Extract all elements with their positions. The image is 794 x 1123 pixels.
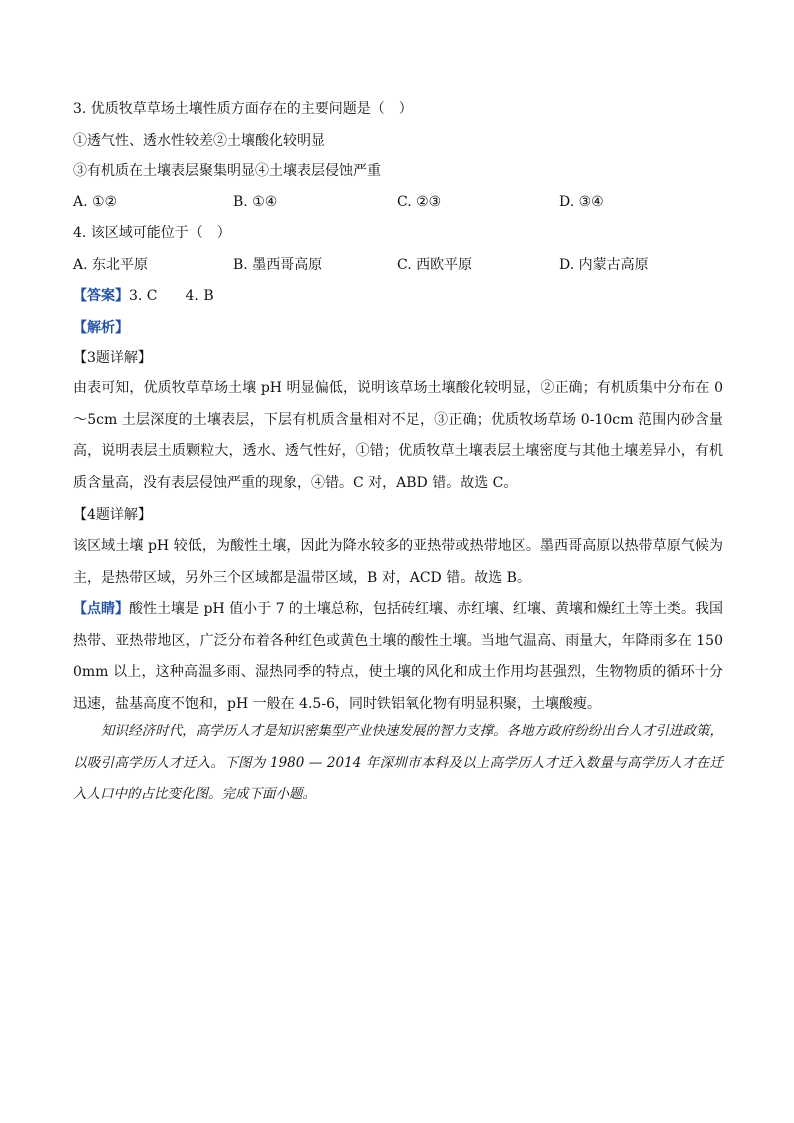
detail3-text: 由表可知，优质牧草草场土壤 pH 明显偏低，说明该草场土壤酸化较明显，②正确；有机质集中分布在 0～5cm 土层深度的土壤表层，下层有机质含量相对不足，③正确；优质牧场草场 0-10cm 范围内砂含量高，说明表层土质颗粒大，透水、透气性好，①错；优质牧草土壤表层土壤密度与其他土壤差异小，有机质含量高，没有表层侵蚀严重的现象，④错。C 对，ABD 错。故选 C。 bbox=[73, 380, 723, 491]
material-paragraph: 知识经济时代，高学历人才是知识密集型产业快速发展的智力支撑。各地方政府纷纷出台人才引进政策，以吸引高学历人才迁入。下图为 1980 — 2014 年深圳市本科及以上高学历人才迁入数量与高学历人才在迁入人口中的占比变化图。完成下面小题。 bbox=[73, 723, 723, 802]
answer-content: 3. C 4. B bbox=[129, 288, 214, 304]
q3-option-c: C. ②③ bbox=[397, 194, 442, 210]
q4-option-d: D. 内蒙古高原 bbox=[559, 257, 649, 273]
detail4-text: 该区域土壤 pH 较低，为酸性土壤，因此为降水较多的亚热带或热带地区。墨西哥高原以热带草原气候为主，是热带区域，另外三个区域都是温带区域，B 对，ACD 错。故选 B。 bbox=[73, 538, 723, 586]
tip-paragraph bbox=[73, 594, 723, 720]
q4-stem: 4. 该区域可能位于（ ） bbox=[73, 225, 231, 241]
q4-option-c: C. 西欧平原 bbox=[397, 257, 473, 273]
q4-option-b: B. 墨西哥高原 bbox=[233, 257, 323, 273]
q4-option-a: A. 东北平原 bbox=[73, 257, 149, 273]
q3-stem: 3. 优质牧草草场土壤性质方面存在的主要问题是（ ） bbox=[73, 101, 413, 117]
detail3-label: 【3题详解】 bbox=[73, 350, 152, 366]
q3-statement-line-2: ③有机质在土壤表层聚集明显④土壤表层侵蚀严重 bbox=[73, 163, 381, 179]
q3-option-a: A. ①② bbox=[73, 194, 118, 210]
q3-option-b: B. ①④ bbox=[233, 194, 278, 210]
tip-label: 【点睛】 bbox=[73, 601, 130, 617]
answer-line bbox=[73, 286, 214, 306]
analysis-label: 【解析】 bbox=[73, 320, 129, 336]
detail4-label: 【4题详解】 bbox=[73, 507, 152, 523]
answer-label: 【答案】 bbox=[73, 288, 129, 304]
q3-option-d: D. ③④ bbox=[559, 194, 604, 210]
tip-text: 酸性土壤是 pH 值小于 7 的土壤总称，包括砖红壤、赤红壤、红壤、黄壤和燥红土等土类。我国热带、亚热带地区，广泛分布着各种红色或黄色土壤的酸性土壤。当地气温高、雨量大，年降雨多在 1500mm 以上，这种高温多雨、湿热同季的特点，使土壤的风化和成土作用均甚强烈，生物物质的循环十分迅速，盐基高度不饱和，pH 一般在 4.5-6，同时铁铝氧化物有明显积聚，土壤酸瘦。 bbox=[73, 601, 723, 712]
q3-statement-line-1: ①透气性、透水性较差②土壤酸化较明显 bbox=[73, 133, 325, 149]
